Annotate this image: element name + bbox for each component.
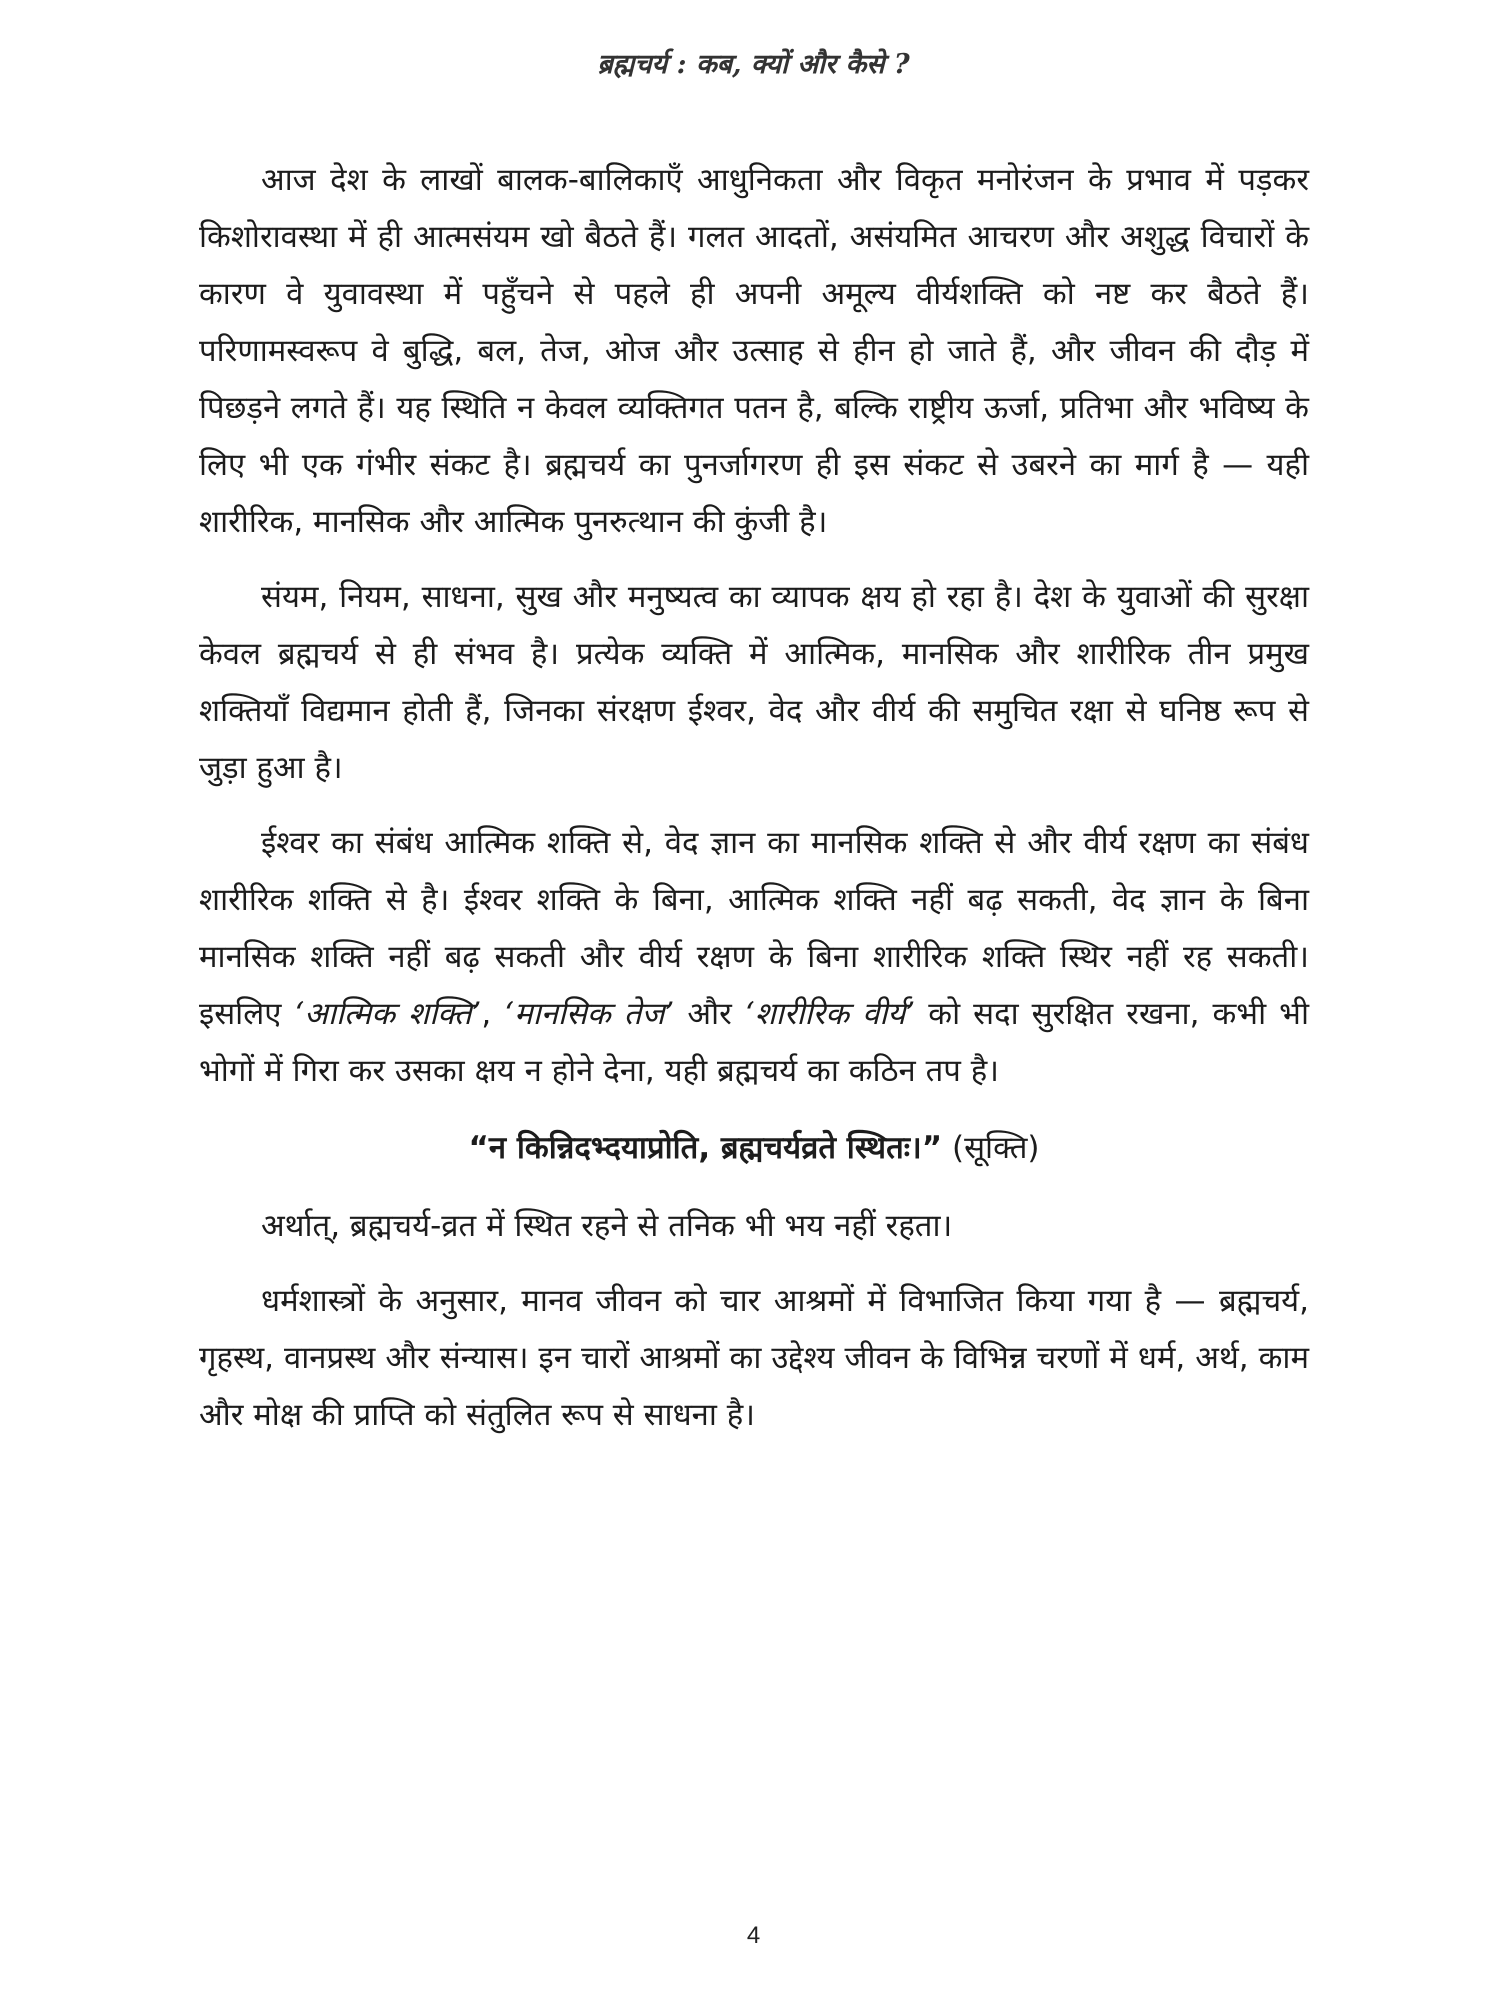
paragraph-2: संयम, नियम, साधना, सुख और मनुष्यत्व का व्यापक क्षय हो रहा है। देश के युवाओं की सुरक्षा केवल ब्रह्मचर्य से ही संभव है। प्रत्येक व्यक्ति में आत्मिक, मानसिक और शारीरिक तीन प्रमुख शक्तियाँ विद्यमान होती हैं, जिनका संरक्षण ईश्वर, वेद और वीर्य की समुचित रक्षा से घनिष्ठ रूप से जुड़ा हुआ है। [199,579,1309,786]
sukti-verse: “न किन्निदभ्दयाप्रोति, ब्रह्मचर्यव्रते स्थितः।” [468,1130,943,1166]
running-header-title: ब्रह्मचर्य : कब, क्यों और कैसे ? [597,49,910,80]
term-mansik-tej: ‘मानसिक तेज’ [504,996,675,1032]
paragraph-1: आज देश के लाखों बालक-बालिकाएँ आधुनिकता और विकृत मनोरंजन के प्रभाव में पड़कर किशोरावस्था में ही आत्मसंयम खो बैठते हैं। गलत आदतों, असंयमित आचरण और अशुद्ध विचारों के कारण वे युवावस्था में पहुँचने से पहले ही अपनी अमूल्य वीर्यशक्ति को नष्ट कर बैठते हैं। परिणामस्वरूप वे बुद्धि, बल, तेज, ओज और उत्साह से हीन हो जाते हैं, और जीवन की दौड़ में पिछड़ने लगते हैं। यह स्थिति न केवल व्यक्तिगत पतन है, बल्कि राष्ट्रीय ऊर्जा, प्रतिभा और भविष्य के लिए भी एक गंभीर संकट है। ब्रह्मचर्य का पुनर्जागरण ही इस संकट से उबरने का मार्ग है — यही शारीरिक, मानसिक और आत्मिक पुनरुत्थान की कुंजी है। [199,162,1309,540]
body-text [199,152,1309,1462]
term-separator-1: , [481,996,505,1032]
term-separator-2: और [674,996,745,1032]
sukti-source: (सूक्ति) [952,1130,1040,1166]
paragraph-5: धर्मशास्त्रों के अनुसार, मानव जीवन को चार आश्रमों में विभाजित किया गया है — ब्रह्मचर्य, गृहस्थ, वानप्रस्थ और संन्यास। इन चारों आश्रमों का उद्देश्य जीवन के विभिन्न चरणों में धर्म, अर्थ, काम और मोक्ष की प्राप्ति को संतुलित रूप से साधना है। [199,1283,1309,1433]
sukti-quote [199,1118,1309,1178]
paragraph-4: अर्थात्, ब्रह्मचर्य-व्रत में स्थित रहने से तनिक भी भय नहीं रहता। [261,1208,953,1244]
paragraph-3-text-b: को सदा सुरक्षित रखना, कभी भी भोगों में गिरा कर उसका क्षय न होने देना, यही ब्रह्मचर्य का कठिन तप है। [199,996,1309,1089]
paragraph-3 [199,815,1309,1100]
term-sharirik-veerya: ‘शारीरिक वीर्य’ [744,996,916,1032]
term-atmik-shakti: ‘आत्मिक शक्ति’ [294,996,482,1032]
paragraph-3-text-a: ईश्वर का संबंध आत्मिक शक्ति से, वेद ज्ञान का मानसिक शक्ति से और वीर्य रक्षण का संबंध शारीरिक शक्ति से है। ईश्वर शक्ति के बिना, आत्मिक शक्ति नहीं बढ़ सकती, वेद ज्ञान के बिना मानसिक शक्ति नहीं बढ़ सकती और वीर्य रक्षण के बिना शारीरिक शक्ति स्थिर नहीं रह सकती। इसलिए [199,825,1309,1032]
page-number: 4 [746,1922,761,1949]
